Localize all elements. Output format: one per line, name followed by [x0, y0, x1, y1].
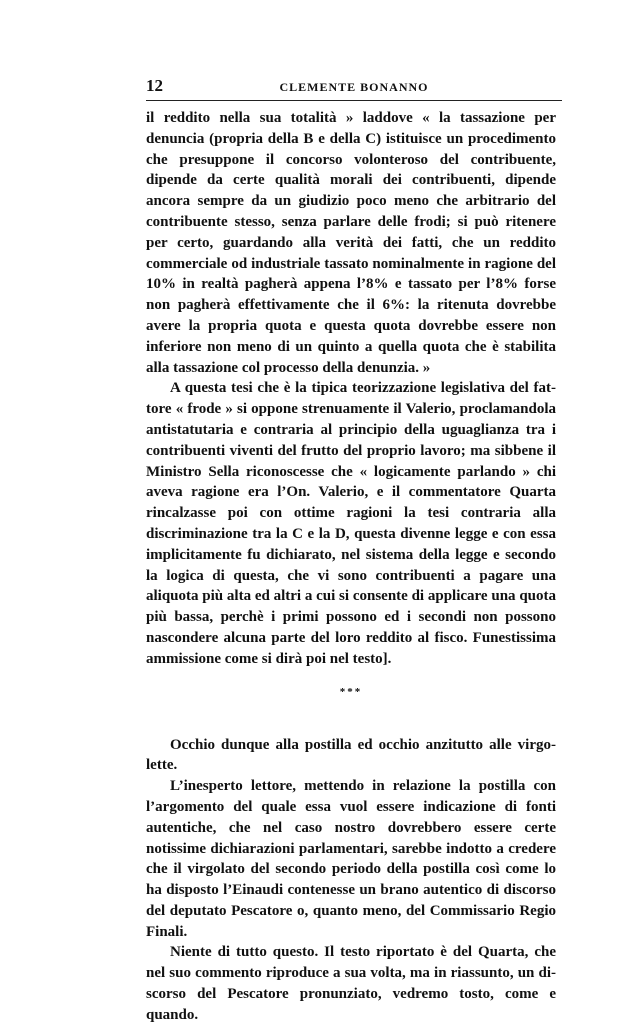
paragraph-continued: il reddito nella sua totalità » laddove « la tassazione per denuncia (propria della B e della C) istituisce un procedimento che presuppone il concorso volonteroso del contribuente, dipende da certe qualità morali dei contribuenti, dipende ancora sempre da un giudizio poco meno che arbitrario del contribuente stesso, senza parlare delle frodi; si può ritenere per certo, guardando alla verità dei fatti, che un reddito commerciale od industriale tassato nominalmente in ragione del 10% in realtà pagherà appena l’8% e tassato per l’8% forse non pagherà effettivamente che il 6%: la ritenuta dovrebbe avere la propria quota e questa quota dovrebbe essere non inferiore non meno di un quinto a quella quota che è stabilita alla tassazione col processo della denunzia. » — [146, 110, 556, 376]
paragraph: L’inesperto lettore, mettendo in relazione la postilla con l’argomento del quale essa vuol essere indicazione di fonti autentiche, che nel caso nostro dovrebbero essere certe notissime dichiarazioni parlamentari, sarebbe indotto a credere che il virgolato del secondo periodo della postilla così come lo ha disposto l’Einaudi contenesse un brano autentico di discorso del deputato Pescatore o, quanto meno, del Commissario Regio Finali. — [146, 778, 556, 940]
running-title: CLEMENTE BONANNO — [279, 80, 429, 94]
page-body — [146, 108, 556, 1026]
page-header — [146, 74, 562, 101]
paragraph: Niente di tutto questo. Il testo riportato è del Quarta, che nel suo commento riproduce a sua volta, ma in riassunto, un discorso del Pescatore pronunziato, vedremo tosto, come e quando. — [146, 944, 556, 1023]
page-number: 12 — [146, 76, 163, 95]
paragraph: A questa tesi che è la tipica teorizzazione legislativa del fattore « frode » si oppone strenuamente il Valerio, proclamandola antistatutaria e contraria al principio della uguaglianza tra i contribuenti viventi del frutto del proprio lavoro; ma sibbene il Ministro Sella riconoscesse che « logicamente parlando » chi aveva ragione era l’On. Valerio, e il commentatore Quarta rincalzasse poi con ottime ragioni la tesi contraria alla discriminazione tra la C e la D, questa divenne legge e con essa implicitamente fu dichiarato, nel sistema della legge e secondo la logica di questa, che vi sono contribuenti a pagare una aliquota più alta ed altri a cui si consente di applicare una quota più bassa, perchè i primi possono ed i secondi non possono nascondere alcuna parte del loro reddito al fisco. Funestissima ammissione come si dirà poi nel testo]. — [146, 380, 556, 667]
paragraph: Occhio dunque alla postilla ed occhio anzitutto alle virgolette. — [146, 736, 556, 774]
section-separator: *** — [339, 685, 363, 698]
